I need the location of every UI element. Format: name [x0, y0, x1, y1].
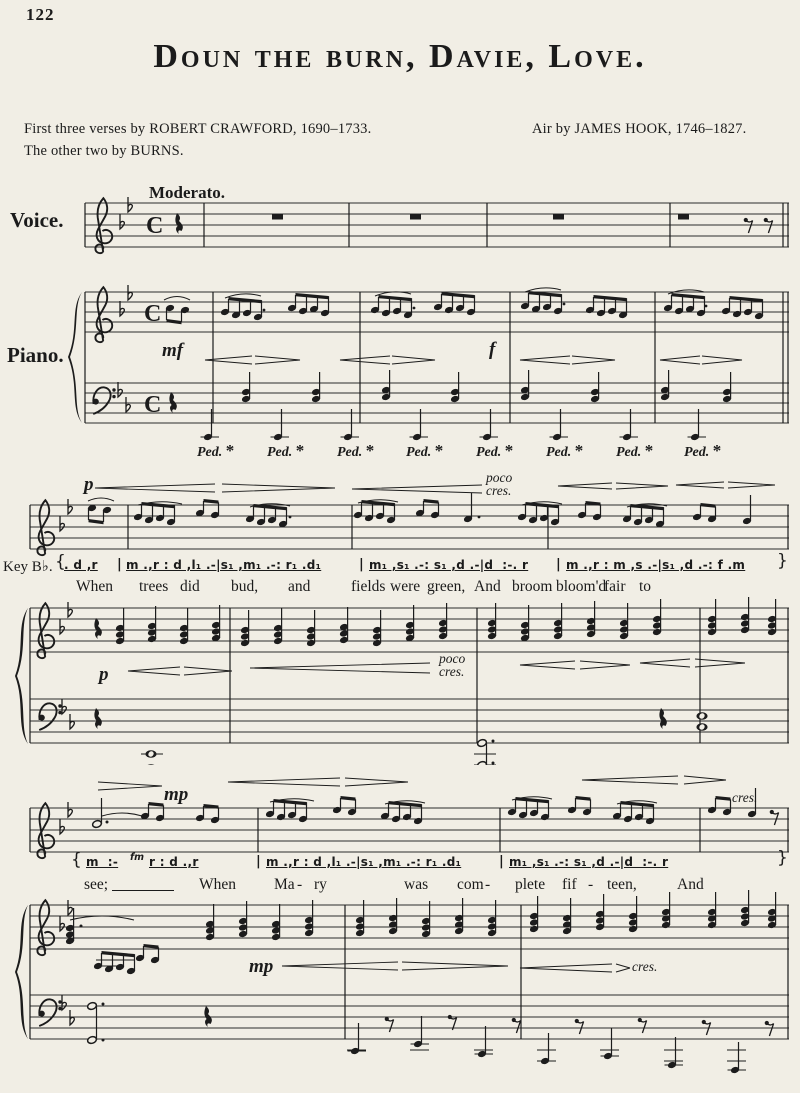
treble-clef-icon: [37, 500, 54, 555]
lyric-syllable: to: [639, 578, 652, 595]
pedal-release-icon: *: [225, 441, 235, 460]
pedal-mark: Ped. *: [684, 441, 722, 460]
solfa-segment: . d ,r: [64, 558, 98, 572]
lyric-syllable: fields: [351, 578, 386, 595]
solfa-segment: r : d .,r: [149, 855, 199, 869]
solfa-barline: |: [499, 854, 504, 869]
solfa-segment: m₁ ,s₁ .-: s₁ ,d .-|d :-. r: [509, 855, 669, 869]
time-signature: C: [146, 213, 164, 239]
solfa-barline: |: [556, 557, 561, 572]
cres-marking: cres.: [732, 790, 758, 805]
lyric-syllable: fif: [562, 876, 577, 893]
credit-lyricist-line1: First three verses by ROBERT CRAWFORD, 1690–1733.: [24, 121, 372, 137]
lyric-syllable: and: [288, 578, 311, 595]
time-signature: C: [144, 301, 162, 327]
tempo-marking: Moderato.: [149, 183, 226, 202]
poco-cres-marking: poco cres.: [439, 651, 466, 679]
flat-icon: [120, 214, 124, 229]
solfa-open-brace: {: [55, 552, 66, 572]
solfa-close-brace: }: [777, 551, 788, 571]
treble-clef-icon: [37, 900, 54, 955]
pedal-mark: Ped. *: [476, 441, 514, 460]
lyric-syllable: And: [474, 578, 501, 595]
lyric-syllable: And: [677, 876, 704, 893]
solfa-grace-note: fm: [130, 852, 145, 863]
key-label: Key B♭.: [3, 559, 53, 575]
system3-score: [0, 770, 800, 1093]
pedal-mark: [197, 441, 234, 461]
time-signature: C: [144, 392, 162, 418]
solfa-barline: |: [359, 557, 364, 572]
lyric-syllable: teen,: [607, 876, 637, 893]
lyric-syllable: broom: [512, 578, 553, 595]
treble-clef-icon: [37, 803, 54, 858]
pedal-label: Ped.: [197, 445, 223, 460]
solfa-barline: |: [117, 557, 122, 572]
dynamic-f: f: [489, 339, 496, 360]
lyric-syllable: did: [180, 578, 200, 595]
lyric-syllable: bloom'd: [556, 578, 607, 595]
solfa-segment: m .,r : d ,l₁ .-|s₁ ,m₁ .-: r₁ .d₁: [266, 855, 462, 869]
lyric-syllable: trees: [139, 578, 169, 595]
solfa-segment: m .,r : d ,l₁ .-|s₁ ,m₁ .-: r₁ .d₁: [126, 558, 322, 572]
solfa-segment: m₁ ,s₁ .-: s₁ ,d .-|d :-. r: [369, 558, 529, 572]
system1-score: [0, 180, 800, 470]
dynamic-mp: mp: [249, 956, 274, 977]
lyric-hyphen: -: [588, 876, 594, 893]
dynamic-mf: mf: [162, 340, 184, 361]
lyric-syllable: was: [404, 876, 429, 893]
bass-clef-icon: [93, 387, 116, 414]
bass-clef-icon: [39, 703, 62, 730]
voice-staff-label: Voice.: [10, 208, 64, 232]
lyric-syllable: were: [390, 578, 421, 595]
credit-lyricist-line2: The other two by BURNS.: [24, 143, 184, 159]
lyric-syllable: com: [457, 876, 484, 893]
lyric-syllable: When: [76, 578, 114, 595]
lyric-extender-line: [112, 889, 174, 891]
solfa-open-brace: {: [71, 850, 82, 870]
pedal-mark: Ped. *: [546, 441, 584, 460]
dynamic-p: p: [99, 664, 109, 685]
solfa-close-brace: }: [777, 848, 788, 868]
lyric-syllable: When: [199, 876, 237, 893]
dynamic-p: p: [84, 474, 94, 495]
solfa-barline: |: [256, 854, 261, 869]
lyric-hyphen: -: [485, 876, 491, 893]
dynamic-mp: mp: [164, 784, 189, 805]
system2-score: [0, 475, 800, 765]
lyric-syllable: ry: [314, 876, 327, 893]
piano-brace: [15, 905, 28, 1039]
treble-clef-icon: [95, 287, 112, 342]
lyric-syllable: fair: [604, 578, 626, 595]
lyric-syllable: see;: [84, 876, 109, 893]
credit-composer: Air by JAMES HOOK, 1746–1827.: [532, 121, 747, 137]
treble-clef-icon: [95, 198, 112, 253]
page-title: Doun the burn, Davie, Love.: [153, 38, 647, 75]
treble-clef-icon: [37, 603, 54, 658]
lyric-syllable: plete: [515, 876, 546, 893]
bass-clef-icon: [39, 999, 62, 1026]
piano-brace: [68, 292, 82, 423]
pedal-mark: Ped. *: [337, 441, 375, 460]
lyric-syllable: Ma: [274, 876, 295, 893]
lyric-hyphen: -: [297, 876, 303, 893]
piano-staff-label: Piano.: [7, 343, 64, 367]
flat-icon: [128, 197, 132, 212]
pedal-mark: Ped. *: [616, 441, 654, 460]
cres-marking: cres.: [632, 959, 658, 974]
pedal-mark: Ped. *: [267, 441, 305, 460]
page-number: 122: [26, 5, 55, 24]
pedal-mark: Ped. *: [406, 441, 444, 460]
solfa-segment: m :-: [86, 855, 119, 869]
lyric-syllable: bud,: [231, 578, 259, 595]
poco-cres-marking: poco cres.: [486, 470, 513, 498]
solfa-segment: m .,r : m ,s .-|s₁ ,d .-: f .m: [566, 558, 746, 572]
lyric-syllable: green,: [427, 578, 466, 595]
piano-brace: [15, 608, 28, 744]
